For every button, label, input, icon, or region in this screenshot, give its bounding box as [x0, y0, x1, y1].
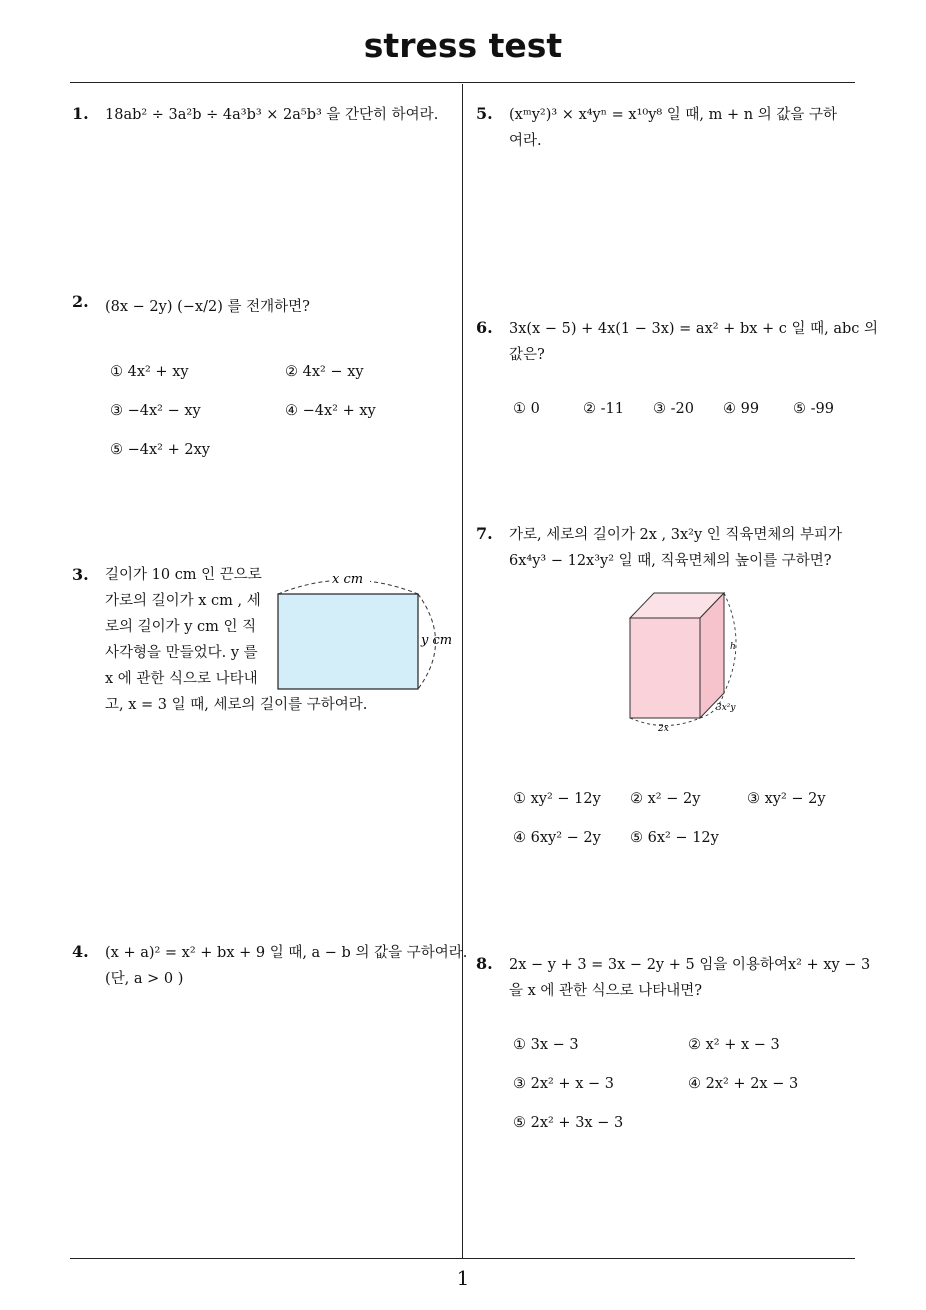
- question-line: 을 x 에 관한 식으로 나타내면?: [509, 983, 703, 999]
- option[interactable]: ① xy² − 12y: [513, 791, 601, 807]
- option[interactable]: ③ 2x² + x − 3: [513, 1076, 614, 1092]
- question-line: 로의 길이가 y cm 인 직: [105, 619, 257, 635]
- question-line: x 에 관한 식으로 나타내: [105, 671, 258, 687]
- option[interactable]: ⑤ −4x² + 2xy: [110, 442, 210, 458]
- question-line: 가로의 길이가 x cm , 세: [105, 593, 261, 609]
- option[interactable]: ③ −4x² − xy: [110, 403, 201, 419]
- height-label: h: [730, 642, 736, 652]
- option[interactable]: ② -11: [583, 401, 624, 417]
- column-divider: [462, 84, 463, 1259]
- question-line: 값은?: [509, 347, 545, 363]
- question-number: 7.: [476, 524, 493, 543]
- question-line: (xᵐy²)³ × x⁴yⁿ = x¹⁰y⁸ 일 때, m + n 의 값을 구하: [509, 107, 837, 123]
- question-line: 2x − y + 3 = 3x − 2y + 5 임을 이용하여x² + xy − 3: [509, 957, 871, 973]
- question-text: 18ab² ÷ 3a²b ÷ 4a³b³ × 2a⁵b³ 을 간단히 하여라.: [105, 107, 439, 123]
- option[interactable]: ④ −4x² + xy: [285, 403, 376, 419]
- option[interactable]: ① 3x − 3: [513, 1037, 579, 1053]
- question-line: 길이가 10 cm 인 끈으로: [105, 567, 262, 583]
- question-line: (x + a)² = x² + bx + 9 일 때, a − b 의 값을 구하여라.: [105, 945, 468, 961]
- option[interactable]: ⑤ 2x² + 3x − 3: [513, 1115, 624, 1131]
- top-label: x cm: [332, 572, 364, 587]
- page-title: stress test: [363, 26, 563, 65]
- question-line: 3x(x − 5) + 4x(1 − 3x) = ax² + bx + c 일 때, abc 의: [509, 321, 878, 337]
- question-number: 5.: [476, 104, 493, 123]
- question-number: 4.: [72, 942, 89, 961]
- footer-rule: [70, 1258, 855, 1259]
- question-number: 1.: [72, 104, 89, 123]
- option[interactable]: ① 0: [513, 401, 540, 417]
- option[interactable]: ⑤ -99: [793, 401, 834, 417]
- question-line: 여라.: [509, 133, 542, 149]
- option[interactable]: ② x² − 2y: [630, 791, 701, 807]
- option[interactable]: ③ -20: [653, 401, 694, 417]
- option[interactable]: ④ 6xy² − 2y: [513, 830, 601, 846]
- question-number: 3.: [72, 565, 89, 584]
- question-line: 고, x = 3 일 때, 세로의 길이를 구하여라.: [105, 697, 368, 713]
- question-number: 8.: [476, 954, 493, 973]
- question-number: 2.: [72, 292, 89, 311]
- option[interactable]: ① 4x² + xy: [110, 364, 189, 380]
- question-line: 6x⁴y³ − 12x³y² 일 때, 직육면체의 높이를 구하면?: [509, 553, 832, 569]
- option[interactable]: ② x² + x − 3: [688, 1037, 780, 1053]
- option[interactable]: ② 4x² − xy: [285, 364, 364, 380]
- header-rule: [70, 82, 855, 83]
- option[interactable]: ⑤ 6x² − 12y: [630, 830, 719, 846]
- cuboid-figure: [620, 585, 750, 740]
- rectangle-figure: [268, 566, 458, 696]
- option[interactable]: ④ 99: [723, 401, 760, 417]
- option[interactable]: ③ xy² − 2y: [747, 791, 826, 807]
- option[interactable]: ④ 2x² + 2x − 3: [688, 1076, 799, 1092]
- question-number: 6.: [476, 318, 493, 337]
- question-line: 가로, 세로의 길이가 2x , 3x²y 인 직육면체의 부피가: [509, 527, 843, 543]
- width-label: 2x: [658, 724, 669, 734]
- page-number: 1: [456, 1266, 470, 1290]
- question-line: 사각형을 만들었다. y 를: [105, 645, 258, 661]
- depth-label: 3x²y: [716, 703, 736, 713]
- question-text: (8x − 2y) (−x/2) 를 전개하면?: [105, 299, 310, 315]
- side-label: y cm: [421, 633, 453, 648]
- question-line: (단, a > 0 ): [105, 971, 184, 987]
